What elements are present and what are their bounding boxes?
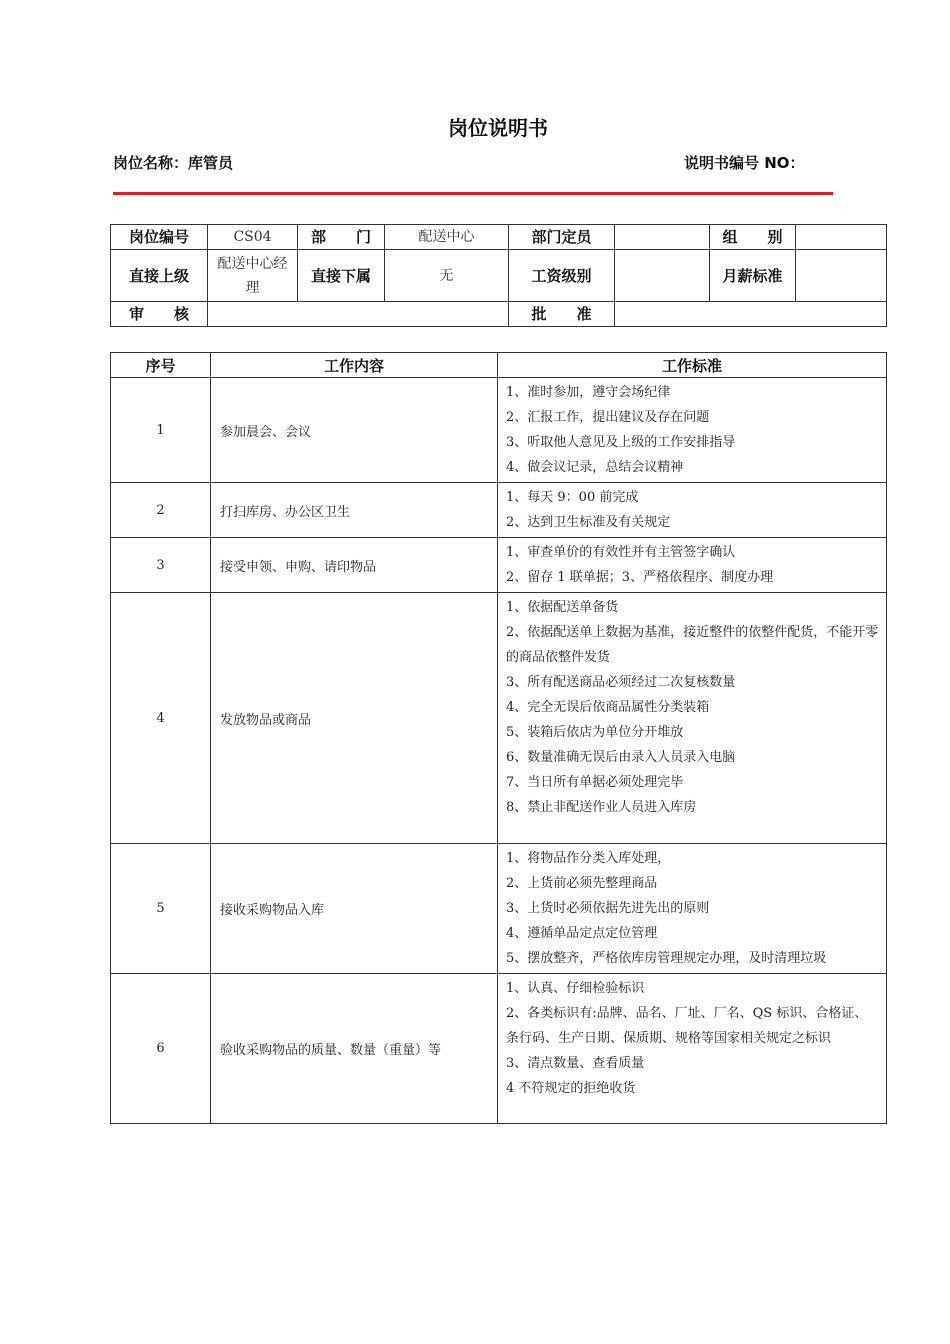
duty-number: 3: [111, 538, 211, 593]
standard-item: 4 不符规定的拒绝收货: [506, 1081, 636, 1096]
info-label: 批 准: [509, 302, 615, 327]
duty-number: 1: [111, 378, 211, 483]
info-value: [796, 250, 887, 302]
standard-item: 6、数量准确无误后由录入人员录入电脑: [506, 750, 736, 765]
standard-item: 2、各类标识有:品牌、品名、厂址、厂名、QS 标识、合格证、条行码、生产日期、保质期、规格等国家相关规定之标识: [506, 1006, 868, 1046]
position-name: 岗位名称：库管员: [113, 154, 234, 172]
duty-standards: [498, 378, 887, 483]
info-value: CS04: [208, 225, 298, 250]
duty-row: [111, 378, 887, 483]
info-row: [111, 250, 887, 302]
info-label: 组 别: [710, 225, 796, 250]
duty-standards: [498, 593, 887, 844]
standard-item: 1、将物品作分类入库处理，: [506, 851, 671, 866]
standard-item: 1、审查单价的有效性并有主管签字确认: [506, 545, 736, 560]
standard-item: 3、上货时必须依据先进先出的原则: [506, 901, 710, 916]
duty-row: [111, 538, 887, 593]
standard-item: 2、达到卫生标准及有关规定: [506, 515, 671, 530]
standard-item: 2、依据配送单上数据为基准，接近整件的依整件配货，不能开零的商品依整件发货: [506, 625, 879, 665]
info-label: 工资级别: [509, 250, 615, 302]
standard-item: 2、留存 1 联单据；3、严格依程序、制度办理: [506, 570, 774, 585]
standard-item: 3、清点数量、查看质量: [506, 1056, 645, 1071]
document-title: 岗位说明书: [448, 116, 548, 140]
standard-item: 5、装箱后依店为单位分开堆放: [506, 725, 684, 740]
duty-task: 发放物品或商品: [211, 593, 498, 844]
info-label: 部 门: [298, 225, 385, 250]
duties-header-row: [111, 353, 887, 378]
info-value: 配送中心经理: [208, 250, 298, 302]
info-value: 配送中心: [385, 225, 509, 250]
info-label: 审 核: [111, 302, 208, 327]
info-row: [111, 225, 887, 250]
duty-number: 6: [111, 974, 211, 1124]
header-standard: 工作标准: [498, 353, 887, 378]
standard-item: 2、汇报工作，提出建议及存在问题: [506, 410, 710, 425]
info-label: 月薪标准: [710, 250, 796, 302]
header-divider: [113, 192, 833, 195]
duty-number: 2: [111, 483, 211, 538]
duty-task: 接受申领、申购、请印物品: [211, 538, 498, 593]
standard-item: 4、完全无误后依商品属性分类装箱: [506, 700, 710, 715]
duty-task: 参加晨会、会议: [211, 378, 498, 483]
standard-item: 1、准时参加，遵守会场纪律: [506, 385, 671, 400]
duty-task: 打扫库房、办公区卫生: [211, 483, 498, 538]
duty-row: [111, 483, 887, 538]
duty-standards: [498, 844, 887, 974]
duty-number: 4: [111, 593, 211, 844]
info-value: 无: [385, 250, 509, 302]
info-value: [615, 225, 710, 250]
standard-item: 1、依据配送单备货: [506, 600, 619, 615]
standard-item: 4、遵循单品定点定位管理: [506, 926, 658, 941]
info-value: [796, 225, 887, 250]
standard-item: 2、上货前必须先整理商品: [506, 876, 658, 891]
header-no: 序号: [111, 353, 211, 378]
duty-row: [111, 844, 887, 974]
standard-item: 7、当日所有单据必须处理完毕: [506, 775, 684, 790]
info-value: [208, 302, 509, 327]
duty-task: 接收采购物品入库: [211, 844, 498, 974]
info-label: 直接上级: [111, 250, 208, 302]
doc-number: 说明书编号 NO：: [684, 154, 805, 172]
duty-row: [111, 593, 887, 844]
duty-number: 5: [111, 844, 211, 974]
duties-table: [110, 352, 887, 1124]
standard-item: 3、所有配送商品必须经过二次复核数量: [506, 675, 736, 690]
standard-item: 1、认真、仔细检验标识: [506, 981, 645, 996]
standard-item: 8、禁止非配送作业人员进入库房: [506, 800, 697, 815]
standard-item: 1、每天 9：00 前完成: [506, 490, 639, 505]
standard-item: 3、听取他人意见及上级的工作安排指导: [506, 435, 736, 450]
standard-item: 5、摆放整齐，严格依库房管理规定办理，及时清理垃圾: [506, 951, 827, 966]
info-label: 部门定员: [509, 225, 615, 250]
info-label: 岗位编号: [111, 225, 208, 250]
standard-item: 4、做会议记录，总结会议精神: [506, 460, 684, 475]
duty-row: [111, 974, 887, 1124]
duty-standards: [498, 974, 887, 1124]
duty-standards: [498, 483, 887, 538]
info-row: [111, 302, 887, 327]
duty-task: 验收采购物品的质量、数量（重量）等: [211, 974, 498, 1124]
info-label: 直接下属: [298, 250, 385, 302]
header-task: 工作内容: [211, 353, 498, 378]
info-table: [110, 224, 887, 327]
info-value: [615, 250, 710, 302]
duty-standards: [498, 538, 887, 593]
info-value: [615, 302, 887, 327]
